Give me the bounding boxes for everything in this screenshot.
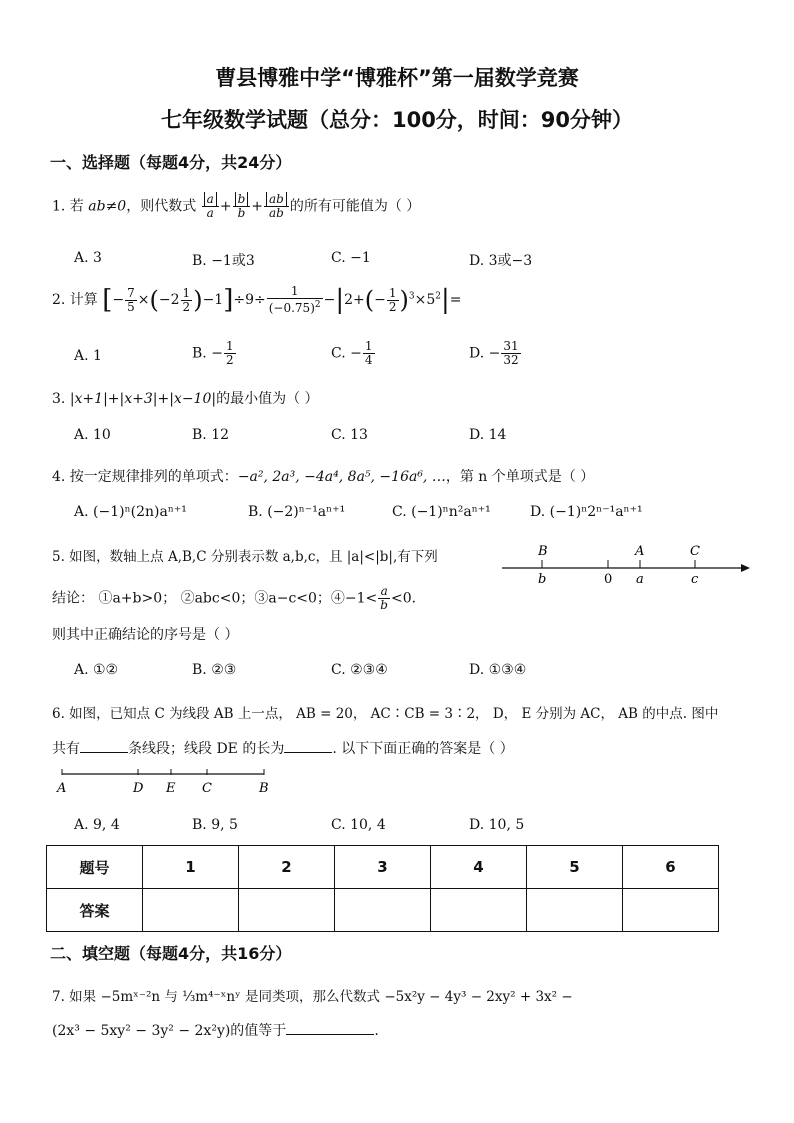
q6-segment-figure bbox=[52, 766, 277, 798]
q5-line3: 则其中正确结论的序号是（ ） bbox=[52, 627, 239, 643]
q5-number-line bbox=[498, 538, 756, 588]
q4-option-d[interactable]: D. (−1)ⁿ2ⁿ⁻¹aⁿ⁺¹ bbox=[530, 504, 643, 520]
answer-table-header-row bbox=[47, 846, 719, 889]
q6-option-b[interactable]: B. 9, 5 bbox=[192, 817, 238, 833]
seg-point-D: D bbox=[133, 781, 144, 796]
q1-option-c[interactable]: C. −1 bbox=[331, 250, 371, 266]
q5-option-b[interactable]: B. ②③ bbox=[192, 662, 237, 678]
section-2-heading: 二、填空题（每题4分，共16分） bbox=[50, 944, 292, 963]
q2-stem: 2. 计算 [− $\frac{7}{5}$ ×(−2 $\frac{1}{2}$ )−1]÷9÷ $\frac{1}{(-0.75)^2}$ −|2+(− $\frac{1}{2}$ )$^3\times 5^2|=$ bbox=[52, 284, 462, 315]
q6-blank-2[interactable] bbox=[284, 752, 332, 753]
q1-option-a[interactable]: A. 3 bbox=[74, 250, 102, 266]
seg-point-A: A bbox=[57, 781, 67, 796]
answer-col-5: 5 bbox=[527, 846, 623, 889]
answer-col-3: 3 bbox=[335, 846, 431, 889]
exam-title: 曹县博雅中学“博雅杯”第一届数学竞赛 bbox=[215, 66, 579, 90]
q1-frac-a: $\frac{a}{a}$ bbox=[202, 193, 219, 220]
q6-line2: 共有 条线段；线段 DE 的长为 . 以下下面正确的答案是（ ） bbox=[52, 741, 514, 757]
q2-option-c[interactable]: C. − $\frac{1}{4}$ bbox=[331, 339, 373, 367]
q5-option-d[interactable]: D. ①③④ bbox=[469, 662, 527, 678]
q1-option-d[interactable]: D. 3或−3 bbox=[469, 253, 533, 269]
q2-option-b[interactable]: B. − $\frac{1}{2}$ bbox=[192, 339, 234, 367]
exam-subtitle: 七年级数学试题（总分：100分，时间：90分钟） bbox=[160, 108, 634, 132]
seg-point-E: E bbox=[166, 781, 176, 796]
seg-point-C: C bbox=[202, 781, 212, 796]
q4-stem: 4. 按一定规律排列的单项式：−a², 2a³, −4a⁴, 8a⁵, −16a⁶, …，第 n 个单项式是（ ） bbox=[52, 469, 595, 485]
q3-option-a[interactable]: A. 10 bbox=[74, 427, 111, 443]
q4-option-b[interactable]: B. (−2)ⁿ⁻¹aⁿ⁺¹ bbox=[248, 504, 346, 520]
q6-line1: 6. 如图，已知点 C 为线段 AB 上一点， AB = 20， AC∶CB = 3∶2， D， E 分别为 AC， AB 的中点. 图中 bbox=[52, 706, 719, 722]
q6-option-d[interactable]: D. 10, 5 bbox=[469, 817, 525, 833]
answer-table-label: 题号 bbox=[47, 846, 143, 889]
q3-option-c[interactable]: C. 13 bbox=[331, 427, 368, 443]
q7-line2: (2x³ − 5xy² − 3y² − 2x²y)的值等于 . bbox=[52, 1023, 379, 1039]
q1-stem: 1. 若 ab≠0，则代数式 $\frac{a}{a}$ + $\frac{b}{b}$ + $\frac{ab}{ab}$ 的所有可能值为（ ） bbox=[52, 192, 421, 220]
q6-blank-1[interactable] bbox=[80, 752, 128, 753]
q5-line2: 结论： ①a+b>0； ②abc<0；③a−c<0；④−1< $\frac{a}{b}$ <0． bbox=[52, 584, 426, 612]
q7-line1: 7. 如果 −5mˣ⁻²n 与 ⅓m⁴⁻ˣnʸ 是同类项，那么代数式 −5x²y − 4y³ − 2xy² + 3x² − bbox=[52, 989, 573, 1005]
q5-option-a[interactable]: A. ①② bbox=[74, 662, 119, 678]
seg-point-B: B bbox=[259, 781, 269, 796]
axis-label-A: A bbox=[635, 544, 645, 559]
q3-stem: 3. |x+1|+|x+3|+|x−10|的最小值为（ ） bbox=[52, 391, 319, 407]
q5-line1: 5. 如图，数轴上点 A,B,C 分别表示数 a,b,c，且 |a|<|b|,有下列 bbox=[52, 549, 438, 565]
q1-frac-b: $\frac{b}{b}$ bbox=[233, 193, 251, 220]
axis-val-a: a bbox=[636, 572, 644, 587]
axis-label-B: B bbox=[538, 544, 548, 559]
answer-cell-5[interactable] bbox=[527, 889, 623, 932]
q3-option-d[interactable]: D. 14 bbox=[469, 427, 507, 443]
q7-blank[interactable] bbox=[286, 1034, 374, 1035]
answer-col-2: 2 bbox=[239, 846, 335, 889]
axis-label-C: C bbox=[690, 544, 700, 559]
axis-val-c: c bbox=[691, 572, 699, 587]
q4-option-a[interactable]: A. (−1)ⁿ(2n)aⁿ⁺¹ bbox=[74, 504, 187, 520]
q6-option-a[interactable]: A. 9, 4 bbox=[74, 817, 120, 833]
q6-option-c[interactable]: C. 10, 4 bbox=[331, 817, 386, 833]
axis-val-0: 0 bbox=[604, 572, 613, 587]
answer-table bbox=[46, 845, 719, 932]
q1-frac-ab: $\frac{ab}{ab}$ bbox=[264, 193, 289, 220]
q1-option-b[interactable]: B. −1或3 bbox=[192, 253, 255, 269]
q2-option-a[interactable]: A. 1 bbox=[74, 348, 102, 364]
section-1-heading: 一、选择题（每题4分，共24分） bbox=[50, 153, 292, 172]
axis-val-b: b bbox=[538, 572, 547, 587]
answer-cell-6[interactable] bbox=[623, 889, 719, 932]
q5-option-c[interactable]: C. ②③④ bbox=[331, 662, 388, 678]
answer-cell-3[interactable] bbox=[335, 889, 431, 932]
answer-cell-2[interactable] bbox=[239, 889, 335, 932]
answer-row-label: 答案 bbox=[47, 889, 143, 932]
answer-cell-4[interactable] bbox=[431, 889, 527, 932]
answer-col-4: 4 bbox=[431, 846, 527, 889]
q4-option-c[interactable]: C. (−1)ⁿn²aⁿ⁺¹ bbox=[392, 504, 491, 520]
answer-col-6: 6 bbox=[623, 846, 719, 889]
answer-table-answer-row bbox=[47, 889, 719, 932]
answer-cell-1[interactable] bbox=[143, 889, 239, 932]
answer-col-1: 1 bbox=[143, 846, 239, 889]
q3-option-b[interactable]: B. 12 bbox=[192, 427, 230, 443]
q2-option-d[interactable]: D. − $\frac{31}{32}$ bbox=[469, 339, 519, 367]
